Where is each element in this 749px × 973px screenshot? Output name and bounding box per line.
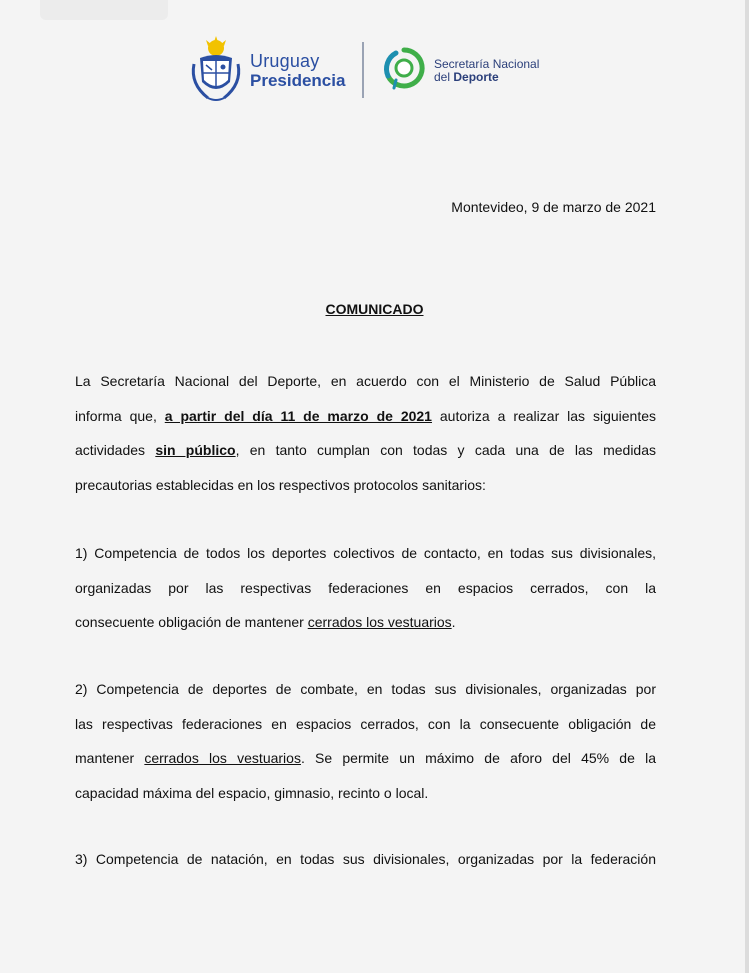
- snd-line2-bold: Deporte: [453, 70, 499, 84]
- item-2-vestuarios-highlight: cerrados los vestuarios: [144, 750, 301, 766]
- uruguay-label: Uruguay: [250, 51, 320, 71]
- item-1-paragraph: [75, 536, 656, 640]
- intro-paragraph: [75, 364, 656, 502]
- presidencia-logo-text: [250, 52, 345, 90]
- item-1-line-2: organizadas por las respectivas federaciones en espacios cerrados, con la: [75, 579, 656, 596]
- secretaria-deporte-logo-icon: [382, 46, 426, 90]
- intro-line-2: [75, 399, 656, 434]
- item-2-line-3-end: . Se permite un máximo de aforo del 45% de la: [300, 750, 656, 766]
- document-date: Montevideo, 9 de marzo de 2021: [451, 199, 656, 215]
- snd-line2-prefix: del: [434, 70, 454, 84]
- item-3-line-1: 3) Competencia de natación, en todas sus divisionales, organizadas por la federación: [75, 851, 656, 867]
- intro-line-4: precautorias establecidas en los respectivos protocolos sanitarios:: [75, 476, 486, 493]
- item-2-paragraph: [75, 672, 656, 810]
- scan-edge: [745, 0, 749, 973]
- item-1-line-3: [75, 605, 656, 640]
- logo-divider: [362, 42, 364, 98]
- effective-date-highlight: a partir del día 11 de marzo de 2021: [164, 407, 432, 424]
- item-2-line-1: 2) Competencia de deportes de combate, en todas sus divisionales, organizadas por: [75, 681, 656, 697]
- item-3-paragraph: [75, 842, 656, 877]
- item-1-vestuarios-highlight: cerrados los vestuarios: [307, 614, 452, 630]
- item-2-line-3: [75, 741, 656, 776]
- intro-line-3-end: , en tanto cumplan con todas y cada una de las medidas: [235, 442, 656, 458]
- intro-line-3: [75, 433, 656, 468]
- intro-line-2-start: informa que,: [75, 407, 165, 424]
- item-1-line-3-start: consecuente obligación de mantener: [75, 614, 308, 630]
- sin-publico-highlight: sin público: [155, 442, 236, 458]
- intro-line-1: La Secretaría Nacional del Deporte, en acuerdo con el Ministerio de Salud Pública: [75, 373, 656, 389]
- presidencia-label: Presidencia: [250, 71, 346, 90]
- intro-line-3-start: actividades: [75, 442, 156, 458]
- item-1-line-1: 1) Competencia de todos los deportes colectivos de contacto, en todas sus divisionales,: [75, 545, 656, 561]
- letterhead: [186, 36, 566, 106]
- item-1-line-3-end: .: [451, 614, 456, 630]
- item-2-line-2: las respectivas federaciones en espacios cerrados, con la consecuente obligación de: [75, 715, 656, 732]
- item-2-line-3-start: mantener: [75, 750, 145, 766]
- uruguay-seal-icon: [186, 36, 246, 106]
- scan-top-strip: [40, 0, 168, 20]
- snd-line1: Secretaría Nacional: [434, 57, 540, 71]
- secretaria-deporte-logo-text: [434, 58, 539, 84]
- item-2-line-4: capacidad máxima del espacio, gimnasio, recinto o local.: [75, 784, 429, 801]
- document-title: COMUNICADO: [325, 301, 424, 317]
- intro-line-2-end: autoriza a realizar las siguientes: [431, 407, 656, 424]
